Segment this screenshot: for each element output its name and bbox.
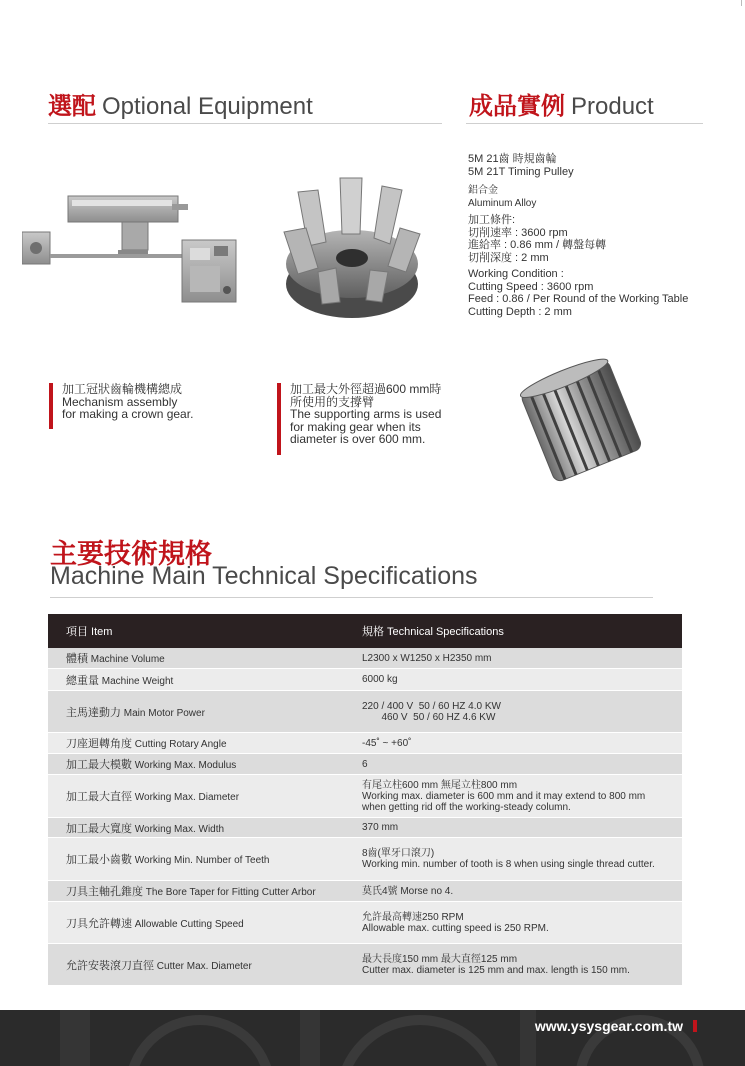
item-en: Working Max. Width [134,823,225,835]
website-url[interactable]: www.ysysgear.com.tw [534,1018,683,1034]
caption2-zh-line1: 加工最大外徑超過600 mm時 [290,382,442,396]
table-row [48,881,682,902]
item-zh: 主馬達動力 [66,706,121,719]
item-zh: 總重量 [66,674,99,687]
spec-line: 8齒(單牙口滾刀) [362,848,435,859]
item-en: Machine Volume [90,654,165,665]
header-spec: 規格 Technical Specifications [362,626,504,638]
caption-accent-bar [277,383,281,455]
spec-line: 最大長度150 mm 最大直徑125 mm [362,953,518,965]
condition-en-depth: Cutting Depth : 2 mm [468,305,572,318]
material-en: Aluminum Alloy [468,197,537,209]
item-zh: 刀具主軸孔錐度 [66,886,143,898]
item-en: Machine Weight [101,675,174,687]
spec-line: L2300 x W1250 x H2350 mm [362,652,492,664]
condition-zh-feed: 進給率 : 0.86 mm / 轉盤每轉 [468,239,607,251]
item-en: Allowable Cutting Speed [134,918,244,930]
spec-line: 莫氏4號 Morse no 4. [362,885,454,897]
item-en: Working Max. Diameter [134,792,240,803]
item-zh: 刀座迴轉角度 [66,738,132,750]
spec-line: 460 V 50 / 60 HZ 4.6 KW [362,711,496,723]
timing-pulley-image [520,355,642,485]
item-en: Cutter Max. Diameter [156,960,252,972]
table-row [48,902,682,944]
spec-line: 220 / 400 V 50 / 60 HZ 4.0 KW [362,700,501,712]
specs-table [48,614,682,986]
condition-zh-speed: 切削速率 : 3600 rpm [468,226,568,239]
table-row [48,754,682,775]
caption2-en-line3: diameter is over 600 mm. [290,432,426,446]
spec-line: Cutter max. diameter is 125 mm and max. length is 150 mm. [362,964,630,976]
table-row [48,733,682,754]
caption1-en-line2: for making a crown gear. [62,407,194,421]
item-en: Cutting Rotary Angle [134,739,227,750]
spec-line: 6000 kg [362,674,398,685]
product-heading-en: Product [571,93,654,120]
spec-line: when getting rid off the working-steady column. [362,801,571,813]
spec-line: -45˚ ~ +60˚ [362,737,412,749]
table-row [48,838,682,881]
spec-line: 6 [362,758,368,770]
optional-equipment-heading [48,86,313,121]
spec-line: 370 mm [362,822,399,833]
table-row [48,818,682,838]
footer-accent-mark [693,1020,697,1032]
material-zh: 鋁合金 [468,185,498,196]
item-en: Main Motor Power [123,707,205,719]
table-row [48,775,682,818]
caption1-zh: 加工冠狀齒輪機構總成 [62,382,183,396]
product-heading-zh: 成品實例 [469,93,565,120]
item-zh: 允許安裝滾刀直徑 [66,959,154,972]
condition-en-speed: Cutting Speed : 3600 rpm [468,280,594,293]
specs-heading-rule [50,597,653,598]
corner-crop-mark [741,0,742,6]
specs-heading-zh: 主要技術規格 [50,539,212,569]
header-item: 項目 Item [66,626,113,638]
footer-band [0,1010,745,1066]
spec-line: 有尾立柱600 mm 無尾立柱800 mm [362,779,518,791]
optional-heading-en: Optional Equipment [102,93,313,120]
table-row [48,944,682,986]
item-zh: 體積 [66,653,88,665]
condition-en-feed: Feed : 0.86 / Per Round of the Working Table [468,293,689,305]
product-heading [469,86,654,121]
caption2-en-line2: for making gear when its [290,419,421,434]
product-heading-rule [466,123,703,124]
condition-zh-title: 加工條件: [468,214,516,226]
item-zh: 刀具允許轉速 [66,917,132,930]
item-zh: 加工最大寬度 [66,822,132,835]
item-zh: 加工最小齒數 [66,854,132,866]
optional-heading-rule [48,123,442,124]
caption-accent-bar [49,383,53,429]
spec-line: Working min. number of tooth is 8 when using single thread cutter. [362,859,655,870]
supporting-arms-image [278,172,426,322]
table-row [48,691,682,733]
product-info [468,153,708,318]
caption2-zh-line2: 所使用的支撐臂 [290,394,375,409]
spec-line: 允許最高轉速250 RPM [362,911,464,923]
item-zh: 加工最大直徑 [66,791,132,803]
spec-line: Allowable max. cutting speed is 250 RPM. [362,922,549,934]
item-en: The Bore Taper for Fitting Cutter Arbor [145,887,316,898]
supporting-arms-caption [290,383,441,446]
crown-gear-mechanism-image [22,190,252,315]
product-name-en: 5M 21T Timing Pulley [468,166,574,178]
crown-gear-caption [62,383,193,421]
table-header [48,614,682,648]
spec-line: Working max. diameter is 600 mm and it may extend to 800 mm [362,790,646,802]
table-row [48,648,682,669]
item-en: Working Max. Modulus [134,760,237,771]
optional-heading-zh: 選配 [48,93,96,120]
condition-en-title: Working Condition : [468,268,564,280]
condition-zh-depth: 切削深度 : 2 mm [468,251,549,264]
caption2-en-line1: The supporting arms is used [290,407,442,421]
product-name-zh: 5M 21齒 時規齒輪 [468,153,557,165]
table-row [48,669,682,691]
specs-heading-en: Machine Main Technical Specifications [50,562,478,590]
item-en: Working Min. Number of Teeth [134,855,270,866]
caption1-en-line1: Mechanism assembly [62,394,178,409]
item-zh: 加工最大模數 [66,759,132,771]
